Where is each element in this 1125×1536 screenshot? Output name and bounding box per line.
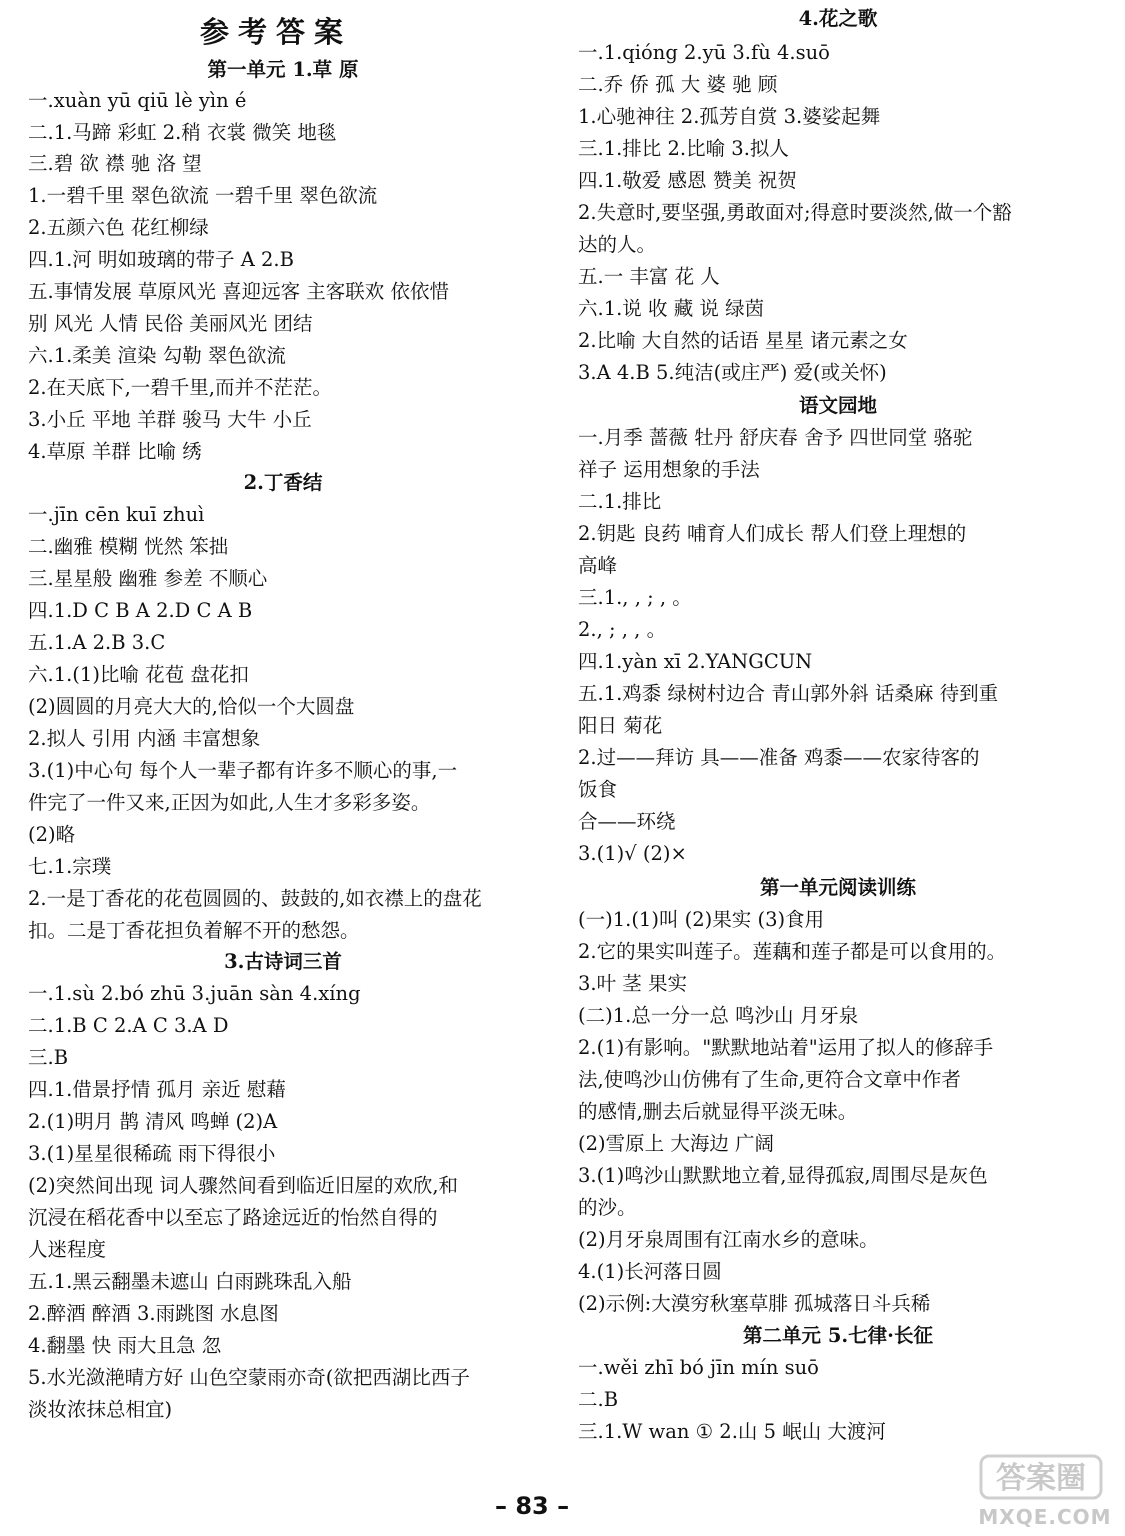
answer-line: (二)1.总一分一总 鸣沙山 月牙泉 [578,1004,859,1027]
answer-line: 一.1.sù 2.bó zhū 3.juān sàn 4.xíng [28,982,361,1005]
answer-line: 祥子 运用想象的手法 [578,458,760,481]
answer-line: 三.星星般 幽雅 参差 不顺心 [28,567,268,590]
answer-line: 一.1.qióng 2.yū 3.fù 4.suō [578,41,830,64]
answer-line: (2)突然间出现 词人骤然间看到临近旧屋的欢欣,和 [28,1174,459,1197]
answer-line: 3.A 4.B 5.纯洁(或庄严) 爱(或关怀) [578,361,887,384]
answer-line: 二.B [578,1388,619,1411]
answer-line: 4.草原 羊群 比喻 绣 [28,440,202,463]
section-heading: 第二单元 5.七律·长征 [743,1324,933,1347]
answer-line: (2)示例:大漠穷秋塞草腓 孤城落日斗兵稀 [578,1292,931,1315]
answer-line: 三.1.排比 2.比喻 3.拟人 [578,137,789,160]
answer-line: 二.乔 侨 孤 大 婆 驰 顾 [578,73,778,96]
answer-line: 的感情,删去后就显得平淡无味。 [578,1100,858,1123]
answer-line: 4.(1)长河落日圆 [578,1260,722,1283]
answer-line: 2.钥匙 良药 哺育人们成长 帮人们登上理想的 [578,522,967,545]
answer-line: 2.(1)明月 鹊 清风 鸣蝉 (2)A [28,1110,278,1133]
answer-line: 2.一是丁香花的花苞圆圆的、鼓鼓的,如衣襟上的盘花 [28,887,482,910]
answer-line: 法,使鸣沙山仿佛有了生命,更符合文章中作者 [578,1068,961,1091]
answer-line: 2.比喻 大自然的话语 星星 诸元素之女 [578,329,908,352]
answer-line: (2)月牙泉周围有江南水乡的意味。 [578,1228,879,1251]
answer-line: (2)略 [28,823,76,846]
page-title: 参考答案 [200,15,353,49]
answer-line: 合——环绕 [578,810,676,833]
watermark-logo [971,1452,1119,1532]
section-heading: 语文园地 [798,394,877,417]
watermark-line2: MXQE.COM [978,1505,1112,1529]
section-heading: 第一单元 1.草 原 [207,58,359,81]
answer-line: 三.1.W wan ① 2.山 5 岷山 大渡河 [578,1420,886,1443]
answer-line: 三.碧 欲 襟 驰 洛 望 [28,152,202,175]
answer-line: 3.(1)星星很稀疏 雨下得很小 [28,1142,276,1165]
answer-line: (2)雪原上 大海边 广阔 [578,1132,775,1155]
answer-line: 二.幽雅 模糊 恍然 笨拙 [28,535,229,558]
answer-line: 1.心驰神往 2.孤芳自赏 3.婆娑起舞 [578,105,881,128]
answer-line: 2.过——拜访 具——准备 鸡黍——农家待客的 [578,746,980,769]
answer-line: 六.1.说 收 藏 说 绿茵 [578,297,765,320]
answer-line: 四.1.河 明如玻璃的带子 A 2.B [28,248,294,271]
answer-line: 高峰 [578,554,618,577]
section-heading: 第一单元阅读训练 [759,876,916,899]
section-heading: 4.花之歌 [798,7,878,30]
answer-line: 二.1.B C 2.A C 3.A D [28,1014,229,1037]
section-heading: 2.丁香结 [243,471,323,494]
answer-line: 四.1.敬爱 感恩 赞美 祝贺 [578,169,797,192]
answer-line: 的沙。 [578,1196,637,1219]
answer-line: 五.一 丰富 花 人 [578,265,720,288]
answer-line: 3.叶 茎 果实 [578,972,688,995]
answer-line: (一)1.(1)叫 (2)果实 (3)食用 [578,908,825,931]
section-heading: 3.古诗词三首 [224,950,342,973]
answer-line: 3.(1)√ (2)× [578,842,687,865]
answer-line: 六.1.柔美 渲染 勾勒 翠色欲流 [28,344,286,367]
answer-line: 二.1.排比 [578,490,662,513]
answer-line: 一.wěi zhī bó jīn mín suō [578,1356,819,1379]
answer-line: 五.1.黑云翻墨未遮山 白雨跳珠乱入船 [28,1270,352,1293]
answer-line: 5.水光潋滟晴方好 山色空蒙雨亦奇(欲把西湖比西子 [28,1366,470,1389]
answer-line: 二.1.马蹄 彩虹 2.稍 衣裳 微笑 地毯 [28,121,337,144]
watermark-line1: 答案圈 [996,1461,1086,1496]
answer-line: 沉浸在稻花香中以至忘了路途远近的怡然自得的 [28,1206,438,1229]
answer-line: 四.1.D C B A 2.D C A B [28,599,253,622]
answer-line: 2.在天底下,一碧千里,而并不茫茫。 [28,376,333,399]
answer-line: 2.醉酒 醉酒 3.雨跳图 水息图 [28,1302,279,1325]
answer-line: 2.拟人 引用 内涵 丰富想象 [28,727,261,750]
answer-line: 一.jīn cēn kuī zhuì [28,503,205,526]
answer-line: 3.(1)鸣沙山默默地立着,显得孤寂,周围尽是灰色 [578,1164,988,1187]
answer-line: 2.五颜六色 花红柳绿 [28,216,209,239]
answer-line: 件完了一件又来,正因为如此,人生才多彩多姿。 [28,791,431,814]
answer-line: 五.事情发展 草原风光 喜迎远客 主客联欢 依依惜 [28,280,449,303]
answer-line: (2)圆圆的月亮大大的,恰似一个大圆盘 [28,695,355,718]
answer-line: 一.xuàn yū qiū lè yìn é [28,89,247,112]
answer-line: 七.1.宗璞 [28,855,112,878]
answer-line: 五.1.A 2.B 3.C [28,631,166,654]
page-number: – 83 – [495,1492,570,1520]
answer-line: 六.1.(1)比喻 花苞 盘花扣 [28,663,249,686]
answer-line: 4.翻墨 快 雨大且急 忽 [28,1334,222,1357]
answer-line: 三.B [28,1046,69,1069]
answer-line: 2., ; , , 。 [578,618,667,641]
answer-line: 一.月季 蔷薇 牡丹 舒庆春 舍予 四世同堂 骆驼 [578,426,973,449]
answer-line: 达的人。 [578,233,657,256]
answer-line: 2.(1)有影响。"默默地站着"运用了拟人的修辞手 [578,1036,994,1059]
answer-line: 3.(1)中心句 每个人一辈子都有许多不顺心的事,一 [28,759,458,782]
answer-line: 扣。二是丁香花担负着解不开的愁怨。 [28,919,360,942]
answer-line: 五.1.鸡黍 绿树村边合 青山郭外斜 话桑麻 待到重 [578,682,999,705]
answer-line: 三.1., , ; , 。 [578,586,692,609]
answer-line: 人迷程度 [28,1238,107,1261]
answer-line: 淡妆浓抹总相宜) [28,1398,173,1421]
answer-line: 饭食 [578,778,618,801]
answer-line: 1.一碧千里 翠色欲流 一碧千里 翠色欲流 [28,184,378,207]
answer-line: 四.1.借景抒情 孤月 亲近 慰藉 [28,1078,286,1101]
answer-line: 别 风光 人情 民俗 美丽风光 团结 [28,312,313,335]
answer-line: 2.失意时,要坚强,勇敢面对;得意时要淡然,做一个豁 [578,201,1012,224]
answer-line: 阳日 菊花 [578,714,663,737]
answer-line: 2.它的果实叫莲子。莲藕和莲子都是可以食用的。 [578,940,1007,963]
answer-line: 3.小丘 平地 羊群 骏马 大牛 小丘 [28,408,312,431]
answer-line: 四.1.yàn xī 2.YANGCUN [578,650,813,673]
